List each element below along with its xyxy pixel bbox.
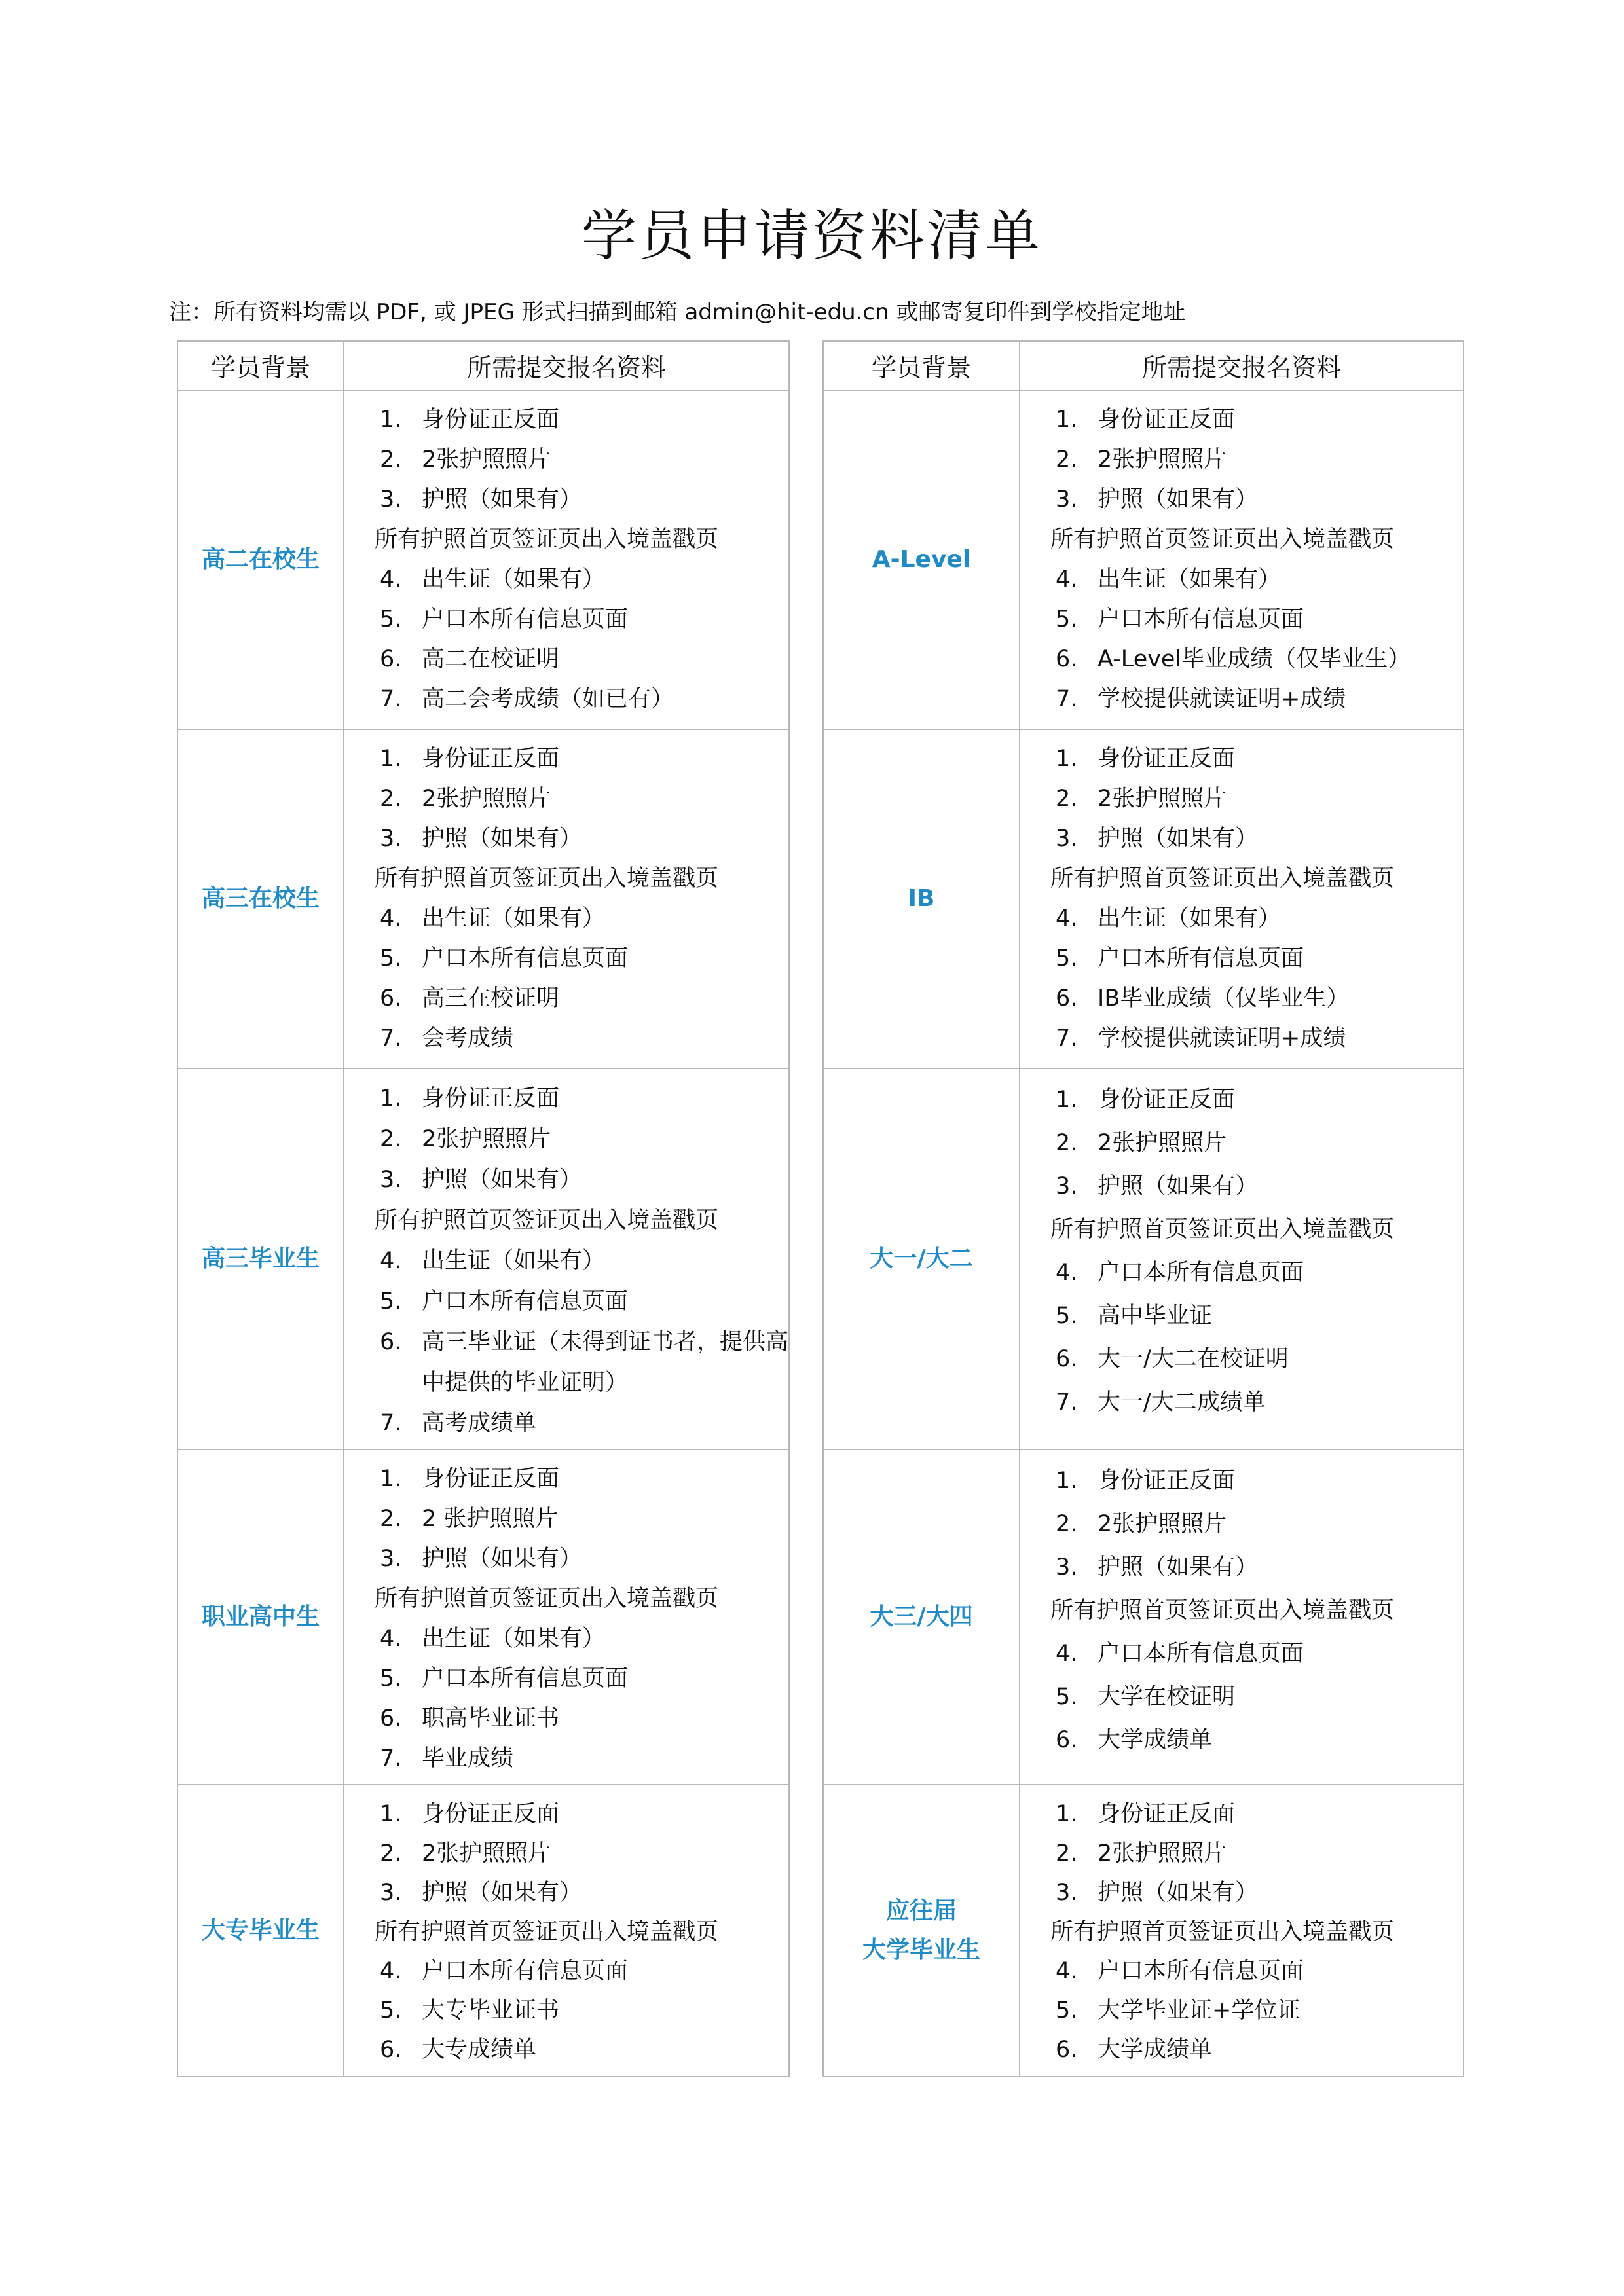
list-item — [1056, 1019, 1463, 1059]
item-number: 6. — [1056, 1727, 1078, 1753]
student-background-label: 大一/大二 — [870, 1245, 973, 1272]
list-item — [380, 1322, 788, 1403]
item-text: 护照（如果有） — [422, 826, 583, 852]
item-text: 2张护照照片 — [422, 786, 551, 812]
item-text: 出生证（如果有） — [422, 905, 606, 932]
table-header-row — [823, 341, 1464, 390]
list-item — [1056, 1719, 1463, 1762]
student-background-label: 高二在校生 — [201, 546, 320, 573]
list-item — [1050, 859, 1463, 899]
item-number: 5. — [380, 1997, 402, 2024]
list-item — [380, 1739, 788, 1779]
item-number: 3. — [380, 1546, 402, 1572]
item-number: 4. — [1056, 905, 1078, 932]
required-documents-cell — [344, 390, 789, 729]
list-item — [380, 1119, 788, 1159]
list-item — [1056, 1632, 1463, 1675]
list-item — [1056, 1165, 1463, 1208]
item-text: 所有护照首页签证页出入境盖戳页 — [375, 866, 719, 892]
item-number: 1. — [380, 1801, 402, 1827]
item-text: 高二会考成绩（如已有） — [422, 686, 674, 712]
item-number: 4. — [1056, 1958, 1078, 1984]
item-text: 护照（如果有） — [422, 1167, 583, 1193]
document-list — [375, 391, 788, 720]
item-text-continued: 中提供的毕业证明） — [422, 1370, 629, 1396]
item-text: 护照（如果有） — [1098, 1554, 1259, 1580]
item-number: 1. — [380, 1085, 402, 1112]
item-text: 2张护照照片 — [1098, 786, 1227, 812]
item-number: 1. — [1056, 1468, 1078, 1494]
item-text: 出生证（如果有） — [1098, 566, 1282, 592]
item-text: A-Level毕业成绩（仅毕业生） — [1098, 646, 1411, 672]
list-item — [1056, 1251, 1463, 1294]
list-item — [380, 899, 788, 939]
list-item — [380, 819, 788, 859]
table-row — [177, 729, 789, 1068]
list-item — [1056, 560, 1463, 600]
table-row — [177, 390, 789, 729]
item-text: 所有护照首页签证页出入境盖戳页 — [375, 526, 719, 553]
item-text: 高三毕业证（未得到证书者，提供高 — [422, 1329, 789, 1355]
submission-note: 注：所有资料均需以 PDF, 或 JPEG 形式扫描到邮箱 admin@hit-edu.cn 或邮寄复印件到学校指定地址 — [169, 299, 1186, 325]
item-number: 7. — [380, 1025, 402, 1051]
item-text: 户口本所有信息页面 — [1098, 945, 1304, 972]
item-text: 所有护照首页签证页出入境盖戳页 — [1050, 1597, 1395, 1624]
table-row — [177, 1068, 789, 1449]
item-number: 6. — [380, 646, 402, 672]
item-text: 身份证正反面 — [1098, 746, 1236, 772]
item-text: 户口本所有信息页面 — [422, 606, 629, 632]
list-item — [380, 680, 788, 720]
document-list — [1050, 1785, 1463, 2069]
item-number: 6. — [1056, 1346, 1078, 1372]
item-number: 6. — [380, 1329, 402, 1355]
item-text: 身份证正反面 — [1098, 1087, 1236, 1113]
item-number: 4. — [380, 1958, 402, 1984]
table-header-row — [177, 341, 789, 390]
list-item — [1056, 1294, 1463, 1338]
item-number: 1. — [1056, 746, 1078, 772]
student-background-cell — [823, 729, 1020, 1068]
list-item — [380, 1499, 788, 1539]
list-item — [380, 640, 788, 680]
item-text: 毕业成绩 — [422, 1745, 514, 1772]
student-background-label: 高三毕业生 — [201, 1245, 320, 1272]
item-text: 职高毕业证书 — [422, 1705, 560, 1732]
student-background-label: 大三/大四 — [870, 1603, 973, 1630]
item-text: 2 张护照照片 — [422, 1506, 559, 1532]
list-item — [1050, 1589, 1463, 1632]
list-item — [375, 1579, 788, 1619]
item-text: 户口本所有信息页面 — [422, 1958, 629, 1984]
list-item — [1056, 480, 1463, 520]
item-text: 大学毕业证+学位证 — [1098, 1997, 1301, 2024]
list-item — [380, 1873, 788, 1912]
item-text: 户口本所有信息页面 — [1098, 606, 1304, 632]
item-number: 1. — [1056, 1087, 1078, 1113]
item-text: 所有护照首页签证页出入境盖戳页 — [1050, 866, 1395, 892]
table-row — [823, 1068, 1464, 1449]
list-item — [380, 1539, 788, 1579]
item-number: 2. — [1056, 446, 1078, 473]
list-item — [380, 979, 788, 1019]
item-text: 高三在校证明 — [422, 985, 560, 1011]
list-item — [1056, 1675, 1463, 1719]
list-item — [380, 1991, 788, 2030]
list-item — [1050, 1208, 1463, 1251]
required-documents-cell — [344, 1068, 789, 1449]
document-list — [1050, 1069, 1463, 1424]
student-background-cell — [177, 729, 344, 1068]
list-item — [380, 560, 788, 600]
list-item — [1056, 1795, 1463, 1834]
list-item — [1056, 1991, 1463, 2030]
right-table-body — [823, 390, 1464, 2077]
item-text: 户口本所有信息页面 — [422, 1666, 629, 1692]
item-number: 7. — [380, 1745, 402, 1772]
item-number: 2. — [380, 446, 402, 473]
item-number: 3. — [1056, 486, 1078, 513]
student-background-cell — [177, 1449, 344, 1785]
list-item — [1050, 520, 1463, 560]
item-text: 会考成绩 — [422, 1025, 514, 1051]
student-background-cell — [823, 390, 1020, 729]
item-number: 7. — [380, 1410, 402, 1436]
required-documents-cell — [344, 1449, 789, 1785]
list-item — [1056, 819, 1463, 859]
item-text: 出生证（如果有） — [422, 1248, 606, 1274]
item-number: 1. — [380, 746, 402, 772]
item-number: 5. — [1056, 606, 1078, 632]
item-text: 2张护照照片 — [1098, 446, 1227, 473]
item-number: 6. — [380, 1705, 402, 1732]
item-text: 护照（如果有） — [422, 1546, 583, 1572]
item-text: 所有护照首页签证页出入境盖戳页 — [375, 1919, 719, 1945]
background-header: 学员背景 — [823, 341, 1020, 390]
item-number: 3. — [1056, 1173, 1078, 1199]
item-number: 5. — [380, 1288, 402, 1315]
list-item — [380, 1952, 788, 1991]
item-number: 5. — [380, 1666, 402, 1692]
table-row — [177, 1785, 789, 2077]
student-background-label: 高三在校生 — [201, 885, 320, 912]
table-row — [823, 1785, 1464, 2077]
list-item — [1056, 739, 1463, 779]
required-documents-cell — [344, 1785, 789, 2077]
student-background-label: A-Level — [872, 546, 971, 573]
item-text: 高二在校证明 — [422, 646, 560, 672]
item-text: 护照（如果有） — [1098, 486, 1259, 513]
item-text: 所有护照首页签证页出入境盖戳页 — [1050, 1919, 1395, 1945]
background-header: 学员背景 — [177, 341, 344, 390]
item-text: 2张护照照片 — [422, 446, 551, 473]
item-text: 身份证正反面 — [422, 746, 560, 772]
student-background-cell — [177, 390, 344, 729]
list-item — [380, 1659, 788, 1699]
item-number: 6. — [1056, 646, 1078, 672]
document-list — [1050, 730, 1463, 1059]
item-number: 7. — [1056, 686, 1078, 712]
item-text: 出生证（如果有） — [1098, 905, 1282, 932]
list-item — [380, 739, 788, 779]
item-text: 身份证正反面 — [1098, 407, 1236, 433]
item-text: 大一/大二成绩单 — [1098, 1389, 1266, 1415]
item-text: 大学成绩单 — [1098, 2037, 1213, 2063]
item-number: 2. — [1056, 1840, 1078, 1867]
list-item — [375, 520, 788, 560]
table-row — [823, 729, 1464, 1068]
student-background-cell — [823, 1068, 1020, 1449]
student-background-cell — [177, 1785, 344, 2077]
item-number: 4. — [1056, 1260, 1078, 1286]
item-text: 护照（如果有） — [422, 1880, 583, 1906]
list-item — [380, 1795, 788, 1834]
list-item — [1056, 1546, 1463, 1589]
item-number: 7. — [1056, 1389, 1078, 1415]
required-documents-cell — [344, 729, 789, 1068]
item-number: 5. — [1056, 945, 1078, 972]
item-text: 所有护照首页签证页出入境盖戳页 — [375, 1586, 719, 1612]
item-number: 6. — [1056, 985, 1078, 1011]
list-item — [1056, 1121, 1463, 1165]
required-documents-cell — [1020, 390, 1464, 729]
list-item — [1056, 899, 1463, 939]
item-text: 护照（如果有） — [1098, 826, 1259, 852]
item-text: 身份证正反面 — [1098, 1801, 1236, 1827]
item-text: 出生证（如果有） — [422, 566, 606, 592]
list-item — [380, 1019, 788, 1059]
student-background-cell — [823, 1449, 1020, 1785]
item-text: 高中毕业证 — [1098, 1303, 1213, 1329]
materials-header: 所需提交报名资料 — [344, 341, 789, 390]
item-number: 3. — [380, 1167, 402, 1193]
item-text: 户口本所有信息页面 — [1098, 1260, 1304, 1286]
item-text: 出生证（如果有） — [422, 1626, 606, 1652]
list-item — [1056, 979, 1463, 1019]
item-text: 户口本所有信息页面 — [422, 945, 629, 972]
required-documents-cell — [1020, 729, 1464, 1068]
item-number: 2. — [380, 1840, 402, 1867]
item-number: 6. — [380, 2037, 402, 2063]
list-item — [1056, 1952, 1463, 1991]
item-number: 5. — [380, 945, 402, 972]
list-item — [375, 1912, 788, 1952]
required-documents-cell — [1020, 1068, 1464, 1449]
student-background-label: 大学毕业生 — [862, 1937, 980, 1963]
list-item — [1056, 600, 1463, 640]
list-item — [380, 440, 788, 480]
student-background-cell — [177, 1068, 344, 1449]
list-item — [1056, 1503, 1463, 1546]
list-item — [1056, 1459, 1463, 1503]
document-list — [1050, 1450, 1463, 1762]
list-item — [375, 859, 788, 899]
item-text: 大专毕业证书 — [422, 1997, 560, 2024]
list-item — [1056, 2030, 1463, 2069]
list-item — [1050, 1912, 1463, 1952]
list-item — [1056, 939, 1463, 979]
item-number: 4. — [380, 1626, 402, 1652]
item-number: 6. — [380, 985, 402, 1011]
document-list — [375, 1069, 789, 1444]
item-text: 护照（如果有） — [1098, 1173, 1259, 1199]
item-text: IB毕业成绩（仅毕业生） — [1098, 985, 1350, 1011]
item-number: 5. — [1056, 1684, 1078, 1710]
left-requirements-table — [177, 340, 790, 2077]
item-number: 2. — [1056, 1511, 1078, 1537]
list-item — [380, 1281, 788, 1322]
list-item — [380, 480, 788, 520]
item-number: 7. — [1056, 1025, 1078, 1051]
list-item — [380, 1403, 788, 1444]
item-text: 身份证正反面 — [422, 1085, 560, 1112]
list-item — [1056, 1834, 1463, 1873]
item-text: 2张护照照片 — [1098, 1840, 1227, 1867]
item-number: 5. — [1056, 1997, 1078, 2024]
item-text: 大一/大二在校证明 — [1098, 1346, 1289, 1372]
document-list — [375, 1785, 788, 2069]
document-list — [1050, 391, 1463, 720]
list-item — [1056, 680, 1463, 720]
item-text: 2张护照照片 — [1098, 1130, 1227, 1156]
student-background-cell — [823, 1785, 1020, 2077]
item-text: 护照（如果有） — [422, 486, 583, 513]
item-text: 身份证正反面 — [422, 407, 560, 433]
student-background-label: 大专毕业生 — [201, 1917, 320, 1944]
item-number: 3. — [1056, 1554, 1078, 1580]
item-text: 2张护照照片 — [1098, 1511, 1227, 1537]
item-number: 3. — [1056, 826, 1078, 852]
list-item — [375, 1200, 788, 1241]
required-documents-cell — [1020, 1785, 1464, 2077]
item-text: 户口本所有信息页面 — [1098, 1958, 1304, 1984]
item-text: 学校提供就读证明+成绩 — [1098, 686, 1346, 712]
list-item — [1056, 1338, 1463, 1381]
item-text: 大专成绩单 — [422, 2037, 537, 2063]
list-item — [380, 2030, 788, 2069]
item-text: 护照（如果有） — [1098, 1880, 1259, 1906]
item-number: 1. — [380, 407, 402, 433]
table-row — [177, 1449, 789, 1785]
list-item — [1056, 440, 1463, 480]
list-item — [1056, 1078, 1463, 1121]
item-number: 4. — [1056, 1641, 1078, 1667]
table-row — [823, 1449, 1464, 1785]
item-number: 5. — [380, 606, 402, 632]
item-number: 4. — [1056, 566, 1078, 592]
item-number: 7. — [380, 686, 402, 712]
item-number: 1. — [1056, 407, 1078, 433]
item-number: 3. — [380, 486, 402, 513]
document-list — [375, 1450, 788, 1779]
item-number: 2. — [380, 786, 402, 812]
item-number: 1. — [380, 1466, 402, 1492]
student-background-label: 职业高中生 — [201, 1603, 320, 1630]
list-item — [1056, 1873, 1463, 1912]
item-number: 2. — [380, 1506, 402, 1532]
item-text: 所有护照首页签证页出入境盖戳页 — [1050, 526, 1395, 553]
item-text: 户口本所有信息页面 — [422, 1288, 629, 1315]
list-item — [380, 400, 788, 440]
item-text: 身份证正反面 — [1098, 1468, 1236, 1494]
item-number: 4. — [380, 905, 402, 932]
item-number: 4. — [380, 1248, 402, 1274]
item-text: 所有护照首页签证页出入境盖戳页 — [375, 1207, 719, 1233]
item-number: 2. — [1056, 786, 1078, 812]
list-item — [380, 1241, 788, 1281]
list-item — [1056, 400, 1463, 440]
list-item — [380, 939, 788, 979]
materials-header: 所需提交报名资料 — [1020, 341, 1464, 390]
item-text: 2张护照照片 — [422, 1840, 551, 1867]
right-requirements-table — [822, 340, 1464, 2077]
item-text: 所有护照首页签证页出入境盖戳页 — [1050, 1216, 1395, 1243]
list-item — [380, 600, 788, 640]
item-number: 1. — [1056, 1801, 1078, 1827]
document-list — [375, 730, 788, 1059]
list-item — [1056, 640, 1463, 680]
table-row — [823, 390, 1464, 729]
list-item — [380, 1459, 788, 1499]
item-number: 4. — [380, 566, 402, 592]
page-title: 学员申请资料清单 — [581, 204, 1043, 268]
item-text: 2张护照照片 — [422, 1126, 551, 1152]
item-text: 学校提供就读证明+成绩 — [1098, 1025, 1346, 1051]
required-documents-cell — [1020, 1449, 1464, 1785]
item-number: 3. — [380, 826, 402, 852]
item-number: 3. — [380, 1880, 402, 1906]
item-text: 身份证正反面 — [422, 1466, 560, 1492]
list-item — [1056, 779, 1463, 819]
item-number: 2. — [1056, 1130, 1078, 1156]
list-item — [380, 1834, 788, 1873]
item-number: 6. — [1056, 2037, 1078, 2063]
item-number: 5. — [1056, 1303, 1078, 1329]
list-item — [380, 1619, 788, 1659]
item-number: 3. — [1056, 1880, 1078, 1906]
item-number: 2. — [380, 1126, 402, 1152]
item-text: 高考成绩单 — [422, 1410, 537, 1436]
student-background-label: IB — [908, 885, 935, 912]
left-table-body — [177, 390, 789, 2077]
list-item — [380, 1078, 788, 1119]
list-item — [380, 1699, 788, 1739]
item-text: 身份证正反面 — [422, 1801, 560, 1827]
list-item — [1056, 1381, 1463, 1424]
list-item — [380, 779, 788, 819]
student-background-label: 应往届 — [885, 1897, 957, 1924]
item-text: 户口本所有信息页面 — [1098, 1641, 1304, 1667]
item-text: 大学成绩单 — [1098, 1727, 1213, 1753]
item-text: 大学在校证明 — [1098, 1684, 1236, 1710]
list-item — [380, 1159, 788, 1200]
